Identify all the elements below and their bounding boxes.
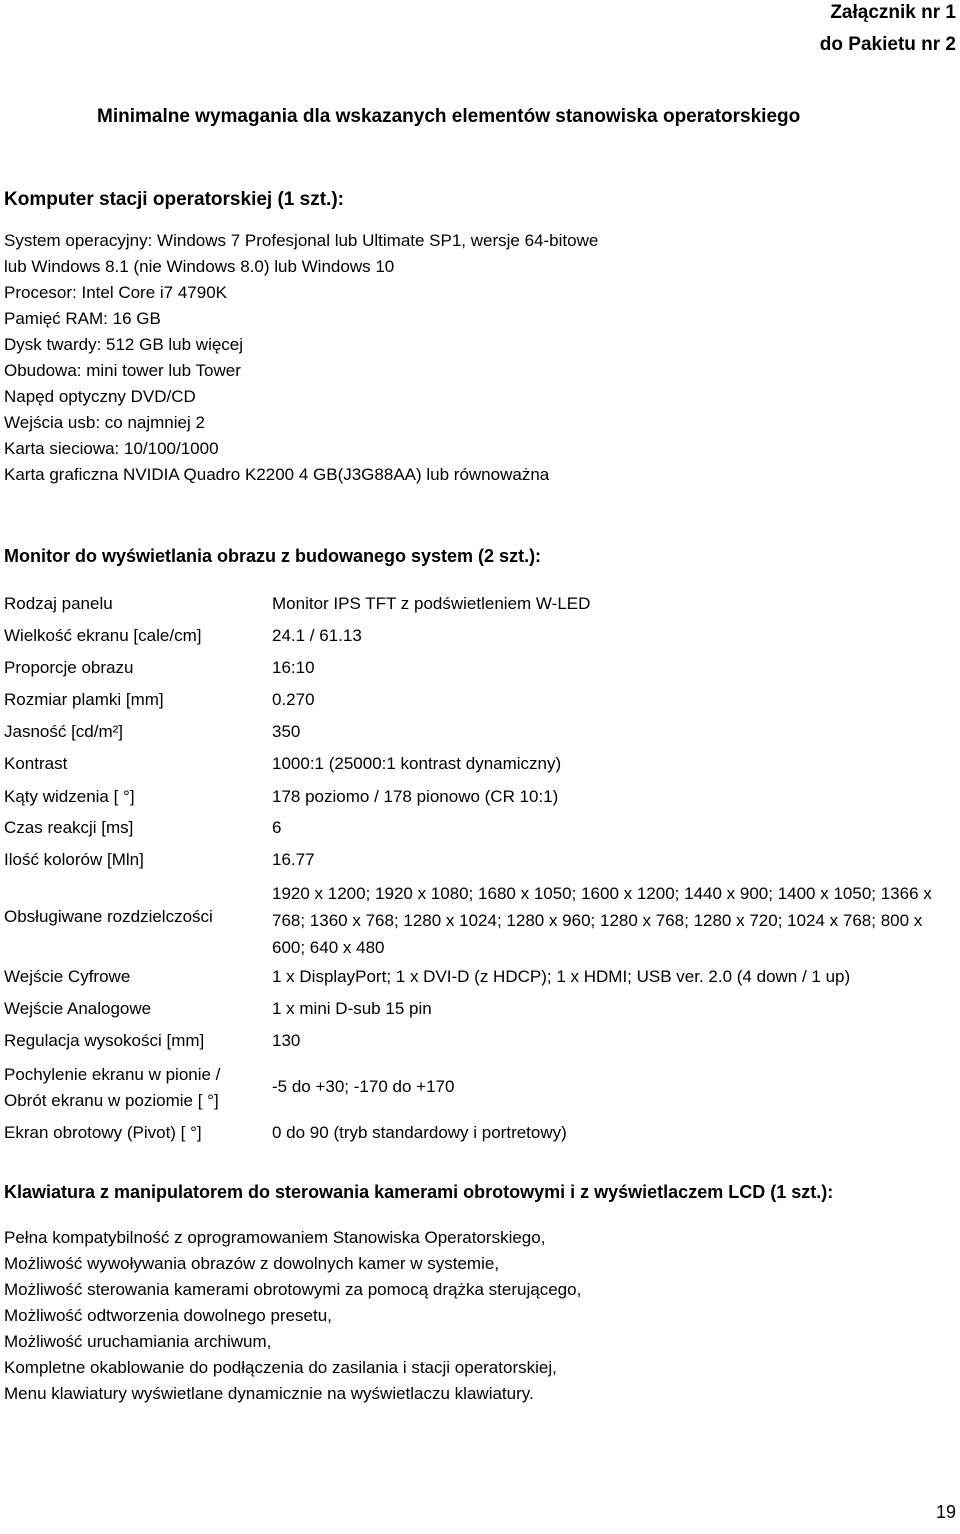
computer-spec-line: System operacyjny: Windows 7 Profesjonal lub Ultimate SP1, wersje 64-bitowe bbox=[4, 231, 599, 250]
spec-label: Ilość kolorów [Mln] bbox=[4, 850, 144, 869]
spec-label: Kąty widzenia [ °] bbox=[4, 787, 135, 806]
keyboard-spec-line: Możliwość odtworzenia dowolnego presetu, bbox=[4, 1306, 332, 1325]
spec-value: 0 do 90 (tryb standardowy i portretowy) bbox=[272, 1123, 567, 1142]
spec-label: Obsługiwane rozdzielczości bbox=[4, 907, 213, 926]
spec-label: Czas reakcji [ms] bbox=[4, 818, 134, 837]
spec-value: 178 poziomo / 178 pionowo (CR 10:1) bbox=[272, 787, 559, 806]
spec-label: Pochylenie ekranu w pionie / Obrót ekranu w poziomie [ °] bbox=[4, 1065, 221, 1110]
keyboard-spec-line: Kompletne okablowanie do podłączenia do zasilania i stacji operatorskiej, bbox=[4, 1358, 557, 1377]
spec-value: 6 bbox=[272, 818, 282, 837]
spec-label: Wielkość ekranu [cale/cm] bbox=[4, 626, 202, 645]
computer-section-title: Komputer stacji operatorskiej (1 szt.): bbox=[4, 189, 344, 210]
spec-value: -5 do +30; -170 do +170 bbox=[272, 1077, 455, 1096]
spec-value: 16:10 bbox=[272, 658, 315, 677]
document-title: Minimalne wymagania dla wskazanych elementów stanowiska operatorskiego bbox=[97, 106, 801, 127]
keyboard-section-title: Klawiatura z manipulatorem do sterowania kamerami obrotowymi i z wyświetlaczem LCD (1 szt.): bbox=[4, 1182, 834, 1202]
computer-spec-line: lub Windows 8.1 (nie Windows 8.0) lub Windows 10 bbox=[4, 257, 395, 276]
monitor-section-title: Monitor do wyświetlania obrazu z budowanego system (2 szt.): bbox=[4, 546, 542, 566]
page-number: 19 bbox=[935, 1502, 956, 1522]
spec-value: 130 bbox=[272, 1031, 301, 1050]
spec-value: 1 x DisplayPort; 1 x DVI-D (z HDCP); 1 x HDMI; USB ver. 2.0 (4 down / 1 up) bbox=[272, 967, 851, 986]
spec-label: Jasność [cd/m²] bbox=[4, 722, 124, 741]
computer-spec-line: Karta graficzna NVIDIA Quadro K2200 4 GB(J3G88AA) lub równoważna bbox=[4, 465, 550, 484]
spec-value: 1 x mini D-sub 15 pin bbox=[272, 999, 432, 1018]
computer-spec-line: Pamięć RAM: 16 GB bbox=[4, 309, 161, 328]
spec-label: Ekran obrotowy (Pivot) [ °] bbox=[4, 1123, 202, 1142]
keyboard-spec-line: Pełna kompatybilność z oprogramowaniem Stanowiska Operatorskiego, bbox=[4, 1228, 546, 1247]
computer-spec-line: Procesor: Intel Core i7 4790K bbox=[4, 283, 228, 302]
spec-label: Proporcje obrazu bbox=[4, 658, 134, 677]
spec-label: Rozmiar plamki [mm] bbox=[4, 690, 164, 709]
computer-spec-line: Obudowa: mini tower lub Tower bbox=[4, 361, 241, 380]
spec-value: 350 bbox=[272, 722, 301, 741]
computer-spec-line: Napęd optyczny DVD/CD bbox=[4, 387, 196, 406]
computer-spec-line: Dysk twardy: 512 GB lub więcej bbox=[4, 335, 244, 354]
spec-label: Wejście Cyfrowe bbox=[4, 967, 131, 986]
keyboard-spec-line: Możliwość uruchamiania archiwum, bbox=[4, 1332, 272, 1351]
annex-line-2: do Pakietu nr 2 bbox=[819, 34, 956, 55]
keyboard-spec-line: Możliwość wywoływania obrazów z dowolnych kamer w systemie, bbox=[4, 1254, 500, 1273]
spec-value: 16.77 bbox=[272, 850, 315, 869]
annex-line-1: Załącznik nr 1 bbox=[830, 2, 956, 23]
spec-value: 1920 x 1200; 1920 x 1080; 1680 x 1050; 1600 x 1200; 1440 x 900; 1400 x 1050; 1366 x 768; 1360 x 768; 1280 x 1024; 1280 x 960; 1280 x 768; 1280 x 720; 1024 x 768; 800 x 600; 640 x 480 bbox=[272, 884, 932, 957]
spec-label: Rodzaj panelu bbox=[4, 594, 113, 613]
computer-spec-line: Wejścia usb: co najmniej 2 bbox=[4, 413, 205, 432]
spec-value: Monitor IPS TFT z podświetleniem W-LED bbox=[272, 594, 591, 613]
spec-value: 24.1 / 61.13 bbox=[272, 626, 362, 645]
spec-value: 1000:1 (25000:1 kontrast dynamiczny) bbox=[272, 754, 562, 773]
keyboard-spec-line: Menu klawiatury wyświetlane dynamicznie na wyświetlaczu klawiatury. bbox=[4, 1384, 534, 1403]
spec-label: Kontrast bbox=[4, 754, 68, 773]
keyboard-spec-line: Możliwość sterowania kamerami obrotowymi za pomocą drążka sterującego, bbox=[4, 1280, 582, 1299]
computer-spec-line: Karta sieciowa: 10/100/1000 bbox=[4, 439, 219, 458]
spec-label: Regulacja wysokości [mm] bbox=[4, 1031, 205, 1050]
spec-label: Wejście Analogowe bbox=[4, 999, 152, 1018]
spec-value: 0.270 bbox=[272, 690, 315, 709]
